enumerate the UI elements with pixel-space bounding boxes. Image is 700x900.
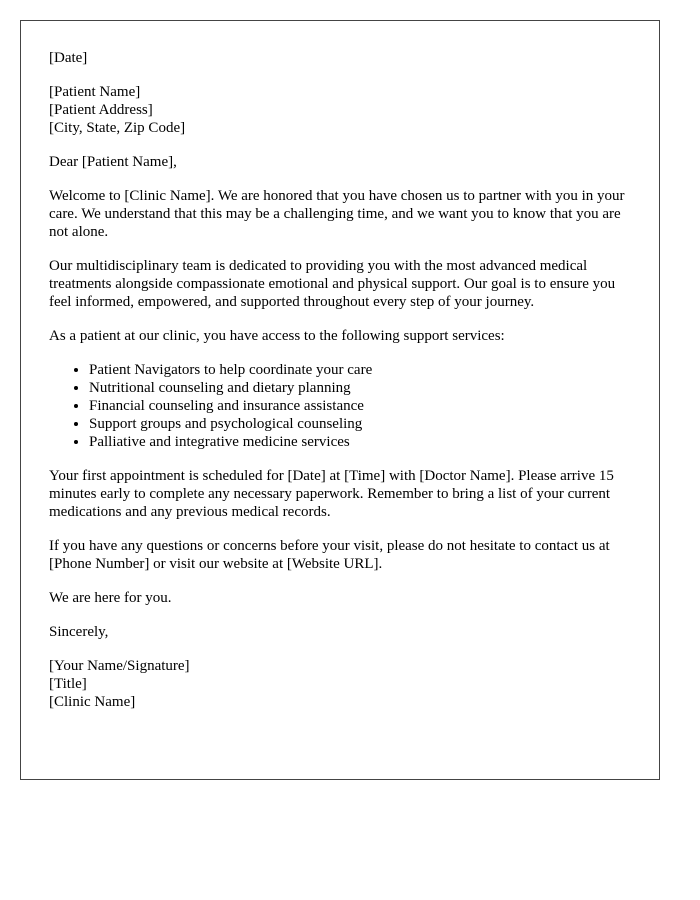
salutation: Dear [Patient Name], [49, 154, 177, 170]
recipient-address: [Patient Address] [49, 102, 153, 118]
sign-off: Sincerely, [49, 624, 109, 640]
signature-name: [Your Name/Signature] [49, 658, 190, 674]
list-item: • Nutritional counseling and dietary planning [89, 379, 639, 397]
welcome-paragraph: Welcome to [Clinic Name]. We are honored that you have chosen us to partner with you in your care. We understand that this may be a challenging time, and we want you to know that you are not alone. [49, 188, 625, 240]
list-item: • Financial counseling and insurance assistance [89, 397, 639, 415]
letter-page [20, 20, 660, 780]
contact-paragraph: If you have any questions or concerns before your visit, please do not hesitate to contact us at [Phone Number] or visit our website at [Website URL]. [49, 538, 610, 572]
team-paragraph: Our multidisciplinary team is dedicated to providing you with the most advanced medical treatments alongside compassionate emotional and physical support. Our goal is to ensure you feel informed, empowered, and supported throughout every step of your journey. [49, 258, 616, 310]
recipient-city-state-zip: [City, State, Zip Code] [49, 120, 186, 136]
list-item: • Patient Navigators to help coordinate your care [89, 361, 639, 379]
signature-block [49, 657, 639, 711]
recipient-block [49, 83, 639, 137]
services-list [49, 361, 639, 451]
list-item: • Palliative and integrative medicine services [89, 433, 639, 451]
services-intro: As a patient at our clinic, you have access to the following support services: [49, 328, 505, 344]
closing-line: We are here for you. [49, 590, 172, 606]
letter-date: [Date] [49, 50, 88, 66]
recipient-name: [Patient Name] [49, 84, 141, 100]
signature-clinic: [Clinic Name] [49, 694, 136, 710]
list-item: • Support groups and psychological counseling [89, 415, 639, 433]
appointment-paragraph: Your first appointment is scheduled for [Date] at [Time] with [Doctor Name]. Please arrive 15 minutes early to complete any necessary paperwork. Remember to bring a list of your current medications and any previous medical records. [49, 468, 614, 520]
signature-title: [Title] [49, 676, 87, 692]
